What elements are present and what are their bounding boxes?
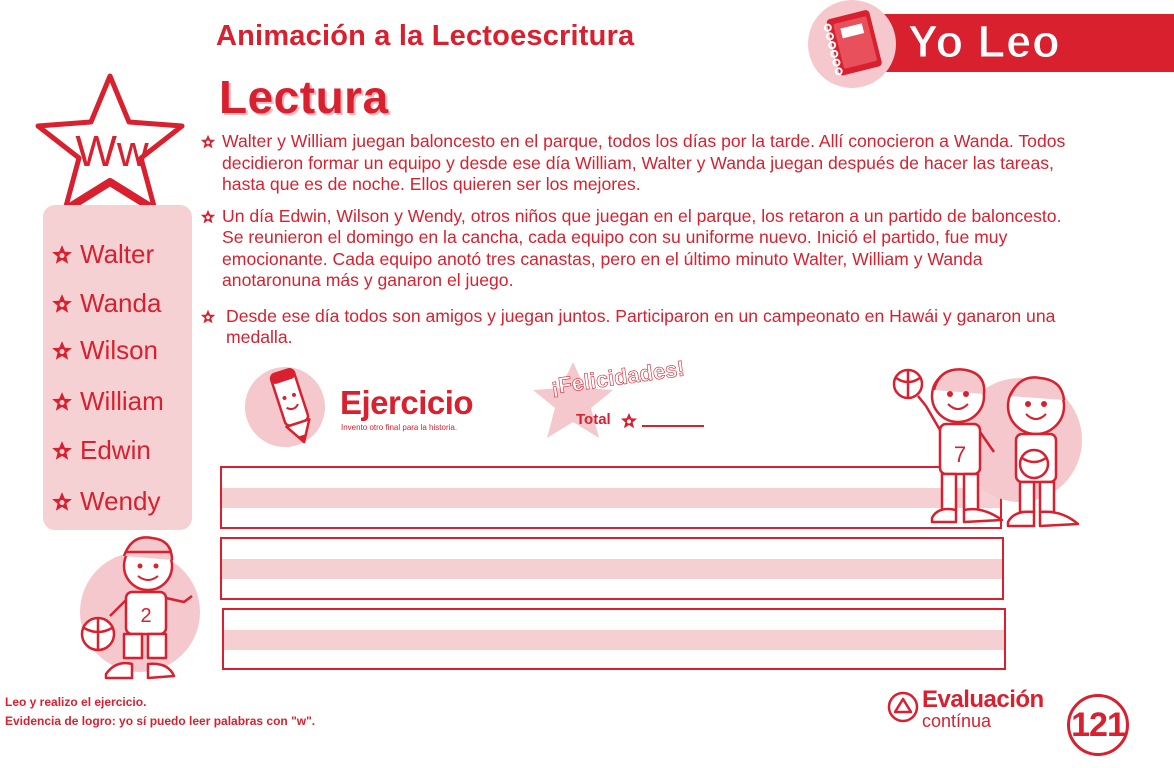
writing-line-box[interactable] [220, 466, 1002, 529]
star-bullet-icon [51, 244, 73, 266]
writing-guide-band [222, 559, 1002, 579]
paragraph [200, 131, 1080, 196]
notebook-icon [818, 4, 888, 80]
word-item [51, 486, 160, 517]
pencil-icon [262, 362, 322, 448]
reading-text [200, 131, 1080, 359]
total-label: Total [576, 411, 611, 428]
total-score-blank[interactable] [642, 425, 704, 427]
paragraph-text: Un día Edwin, Wilson y Wendy, otros niños que juegan en el parque, los retaron a un partido de baloncesto. Se reunieron el domingo en la cancha, cada equipo con su uniforme nuevo. Inició el partido, fue muy emocionante. Cada equipo anotó tres canastas, pero en el último minuto Walter, William y Wanda anotaronuna más y ganaron el juego. [222, 205, 1062, 290]
section-title: Lectura [219, 71, 389, 123]
word-label: Walter [80, 239, 155, 269]
paragraph [200, 206, 1080, 292]
star-bullet-icon [200, 209, 216, 225]
footer-achievement: Evidencia de logro: yo sí puedo leer palabras con "w". [5, 714, 316, 728]
kids-basketball-illustration [890, 360, 1090, 540]
word-label: Wendy [80, 486, 161, 516]
page-number: 121 [1071, 705, 1125, 744]
word-item [51, 288, 161, 319]
series-title: Animación a la Lectoescritura [216, 20, 635, 52]
word-label: Edwin [80, 435, 151, 465]
letter-badge-text: Ww [75, 127, 149, 176]
star-bullet-icon [51, 440, 73, 462]
evaluation-subtitle: contínua [922, 711, 992, 731]
star-bullet-icon [51, 293, 73, 315]
writing-guide-band [224, 630, 1004, 650]
evaluation-title: Evaluación [922, 686, 1044, 713]
letter-star-badge [30, 70, 190, 220]
brand-title: Yo Leo [908, 16, 1061, 67]
writing-guide-band [222, 488, 1000, 508]
boy-jersey-number: 2 [140, 605, 152, 627]
star-bullet-icon [51, 491, 73, 513]
star-bullet-icon [200, 134, 216, 150]
congrats-label: ¡Felicidades! [549, 355, 687, 400]
paragraph [200, 306, 1080, 349]
word-item [51, 435, 151, 466]
word-label: Wilson [80, 335, 159, 365]
star-bullet-icon [200, 309, 216, 325]
girl-jersey-number: 7 [953, 442, 967, 467]
star-bullet-icon [620, 412, 638, 430]
exercise-instruction: Invento otro final para la historia. [341, 423, 458, 432]
exercise-title: Ejercicio [340, 384, 474, 421]
writing-line-box[interactable] [222, 608, 1006, 670]
word-item [51, 386, 164, 417]
paragraph-text: Walter y William juegan baloncesto en el parque, todos los días por la tarde. Allí conocieron a Wanda. Todos decidieron formar un equipo y desde ese día William, Walter y Wanda juegan después de hacer las tareas, hasta que es de noche. Ellos quieren ser los mejores. [222, 131, 1066, 194]
star-bullet-icon [51, 340, 73, 362]
word-item [51, 239, 154, 270]
star-bullet-icon [51, 391, 73, 413]
evaluation-icon [886, 690, 920, 724]
paragraph-text: Desde ese día todos son amigos y juegan juntos. Participaron en un campeonato en Hawái y ganaron una medalla. [226, 305, 1056, 347]
word-label: William [80, 386, 164, 416]
page-number-badge [1067, 694, 1129, 756]
word-label: Wanda [80, 288, 162, 318]
boy-basketball-illustration [76, 530, 206, 690]
writing-line-box[interactable] [220, 537, 1004, 600]
footer-instruction: Leo y realizo el ejercicio. [5, 695, 147, 709]
word-item [51, 335, 158, 366]
word-list-panel [43, 205, 192, 530]
